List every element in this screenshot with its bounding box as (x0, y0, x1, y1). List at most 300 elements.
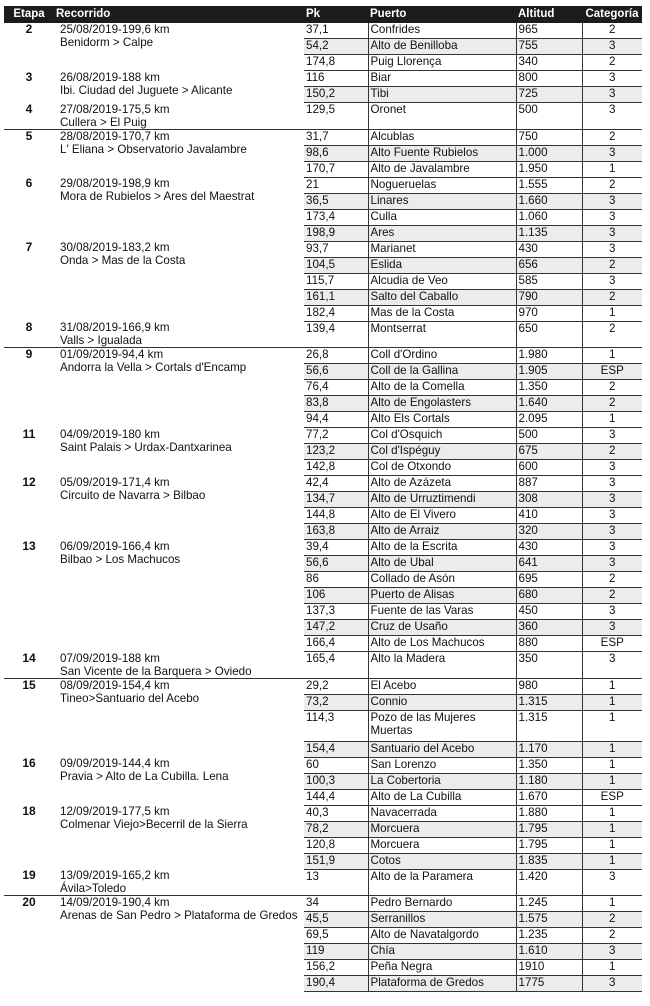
climb-category: ESP (582, 364, 642, 380)
climb-name: Alto de Los Machucos (368, 636, 516, 652)
climb-altitude: 675 (516, 444, 582, 460)
climb-name: Alto de Engolasters (368, 396, 516, 412)
climb-name: Plataforma de Gredos (368, 976, 516, 992)
climb-name: Fuente de las Varas (368, 604, 516, 620)
climb-category: 3 (582, 87, 642, 103)
table-row (4, 896, 642, 912)
climb-pk: 190,4 (304, 976, 368, 992)
stage-number: 12 (22, 475, 36, 489)
climb-name: Serranillos (368, 912, 516, 928)
table-row (4, 177, 642, 193)
climb-category: 3 (582, 145, 642, 161)
climb-name: Alcudia de Veo (368, 273, 516, 289)
climb-pk: 45,5 (304, 912, 368, 928)
climb-category: 1 (582, 853, 642, 869)
climb-name: Coll d'Ordino (368, 348, 516, 364)
climb-pk: 114,3 (304, 710, 368, 741)
climb-altitude: 500 (516, 428, 582, 444)
climb-pk: 142,8 (304, 460, 368, 476)
header-altitud: Altitud (516, 6, 582, 23)
stage-number: 16 (22, 757, 36, 770)
climb-category: 2 (582, 23, 642, 39)
climb-category: 3 (582, 476, 642, 492)
stage-date-distance: 09/09/2019-144,4 km (60, 757, 170, 770)
climb-category: 2 (582, 396, 642, 412)
climb-altitude: 410 (516, 508, 582, 524)
climb-category: 2 (582, 257, 642, 273)
climb-pk: 37,1 (304, 23, 368, 39)
stage-start-finish: Tineo>Santuario del Acebo (60, 691, 200, 705)
climb-pk: 119 (304, 944, 368, 960)
climb-category: 1 (582, 305, 642, 321)
climb-altitude: 450 (516, 604, 582, 620)
stage-start-finish: Andorra la Vella > Cortals d'Encamp (60, 361, 247, 374)
climb-category: 3 (582, 209, 642, 225)
climb-category: 2 (582, 321, 642, 348)
climb-category: 1 (582, 896, 642, 912)
climb-pk: 78,2 (304, 821, 368, 837)
climb-pk: 156,2 (304, 960, 368, 976)
stage-date-distance: 28/08/2019-170,7 km (60, 129, 170, 143)
stage-number: 11 (22, 427, 36, 441)
climb-altitude: 585 (516, 273, 582, 289)
climb-pk: 182,4 (304, 305, 368, 321)
table-row (4, 805, 642, 821)
table-row (4, 678, 642, 694)
climb-name: Col d'Ispéguy (368, 444, 516, 460)
climb-name: Chía (368, 944, 516, 960)
climb-altitude: 430 (516, 241, 582, 257)
climb-pk: 120,8 (304, 837, 368, 853)
climb-altitude: 430 (516, 540, 582, 556)
climb-altitude: 2.095 (516, 412, 582, 428)
climb-name: Alto de Benilloba (368, 39, 516, 55)
climb-category: ESP (582, 789, 642, 805)
climb-category: 3 (582, 508, 642, 524)
table-row (4, 103, 642, 130)
climb-name: Alto Fuente Rubielos (368, 145, 516, 161)
climb-category: 3 (582, 428, 642, 444)
climb-altitude: 1.350 (516, 380, 582, 396)
climb-name: Connio (368, 694, 516, 710)
stage-date-distance: 12/09/2019-177,5 km (60, 805, 170, 818)
table-row (4, 428, 642, 444)
climb-pk: 34 (304, 896, 368, 912)
stage-start-finish: Pravia > Alto de La Cubilla. Lena (60, 770, 229, 783)
climb-altitude: 1.170 (516, 741, 582, 757)
climb-pk: 94,4 (304, 412, 368, 428)
climb-pk: 106 (304, 588, 368, 604)
climb-name: Pedro Bernardo (368, 896, 516, 912)
header-puerto: Puerto (368, 6, 516, 23)
table-row (4, 652, 642, 679)
stage-start-finish: Mora de Rubielos > Ares del Maestrat (60, 190, 255, 203)
stage-route (54, 129, 304, 177)
stage-route (54, 540, 304, 652)
stage-number: 6 (25, 177, 33, 190)
climb-category: 1 (582, 960, 642, 976)
stage-start-finish: Saint Palais > Urdax-Dantxarinea (60, 440, 232, 454)
climb-category: 1 (582, 678, 642, 694)
climb-category: 2 (582, 380, 642, 396)
climb-category: 2 (582, 588, 642, 604)
climb-category: 2 (582, 129, 642, 145)
climb-pk: 163,8 (304, 524, 368, 540)
climb-altitude: 1.795 (516, 821, 582, 837)
stage-date-distance: 05/09/2019-171,4 km (60, 475, 170, 489)
climb-pk: 77,2 (304, 428, 368, 444)
header-categoria: Categoría (582, 6, 642, 23)
stage-number: 2 (25, 23, 33, 36)
climb-altitude: 887 (516, 476, 582, 492)
climb-pk: 40,3 (304, 805, 368, 821)
climb-altitude: 695 (516, 572, 582, 588)
table-row (4, 23, 642, 39)
climb-altitude: 1.640 (516, 396, 582, 412)
climb-pk: 115,7 (304, 273, 368, 289)
climb-pk: 86 (304, 572, 368, 588)
climb-pk: 31,7 (304, 129, 368, 145)
table-row (4, 129, 642, 145)
climb-name: Santuario del Acebo (368, 741, 516, 757)
climb-name: Cotos (368, 853, 516, 869)
climb-altitude: 680 (516, 588, 582, 604)
stage-route (54, 428, 304, 476)
climb-name: Alto de la Escrita (368, 540, 516, 556)
stage-route (54, 805, 304, 869)
climb-category: 3 (582, 492, 642, 508)
climb-altitude: 1.575 (516, 912, 582, 928)
stage-start-finish: Ibi. Ciudad del Juguete > Alicante (60, 83, 233, 97)
header-pk: Pk (304, 6, 368, 23)
stage-route (54, 869, 304, 896)
climb-category: 2 (582, 177, 642, 193)
climb-category: 1 (582, 741, 642, 757)
climb-category: 3 (582, 652, 642, 679)
climb-pk: 161,1 (304, 289, 368, 305)
stage-date-distance: 29/08/2019-198,9 km (60, 177, 170, 190)
climb-pk: 150,2 (304, 87, 368, 103)
climb-category: 1 (582, 837, 642, 853)
climb-name: Morcuera (368, 821, 516, 837)
mountain-passes-table-container (4, 6, 642, 992)
climb-category: 3 (582, 976, 642, 992)
climb-altitude: 500 (516, 103, 582, 130)
stage-route (54, 321, 304, 348)
climb-pk: 139,4 (304, 321, 368, 348)
climb-category: 2 (582, 572, 642, 588)
climb-name: Marianet (368, 241, 516, 257)
climb-name: Morcuera (368, 837, 516, 853)
table-row (4, 71, 642, 87)
climb-name: Alto de Azázeta (368, 476, 516, 492)
climb-pk: 154,4 (304, 741, 368, 757)
climb-pk: 69,5 (304, 928, 368, 944)
stage-route (54, 71, 304, 103)
climb-category: 3 (582, 193, 642, 209)
stage-route (54, 757, 304, 805)
climb-altitude: 1.795 (516, 837, 582, 853)
climb-name: Coll de la Gallina (368, 364, 516, 380)
climb-pk: 173,4 (304, 209, 368, 225)
climb-category: 1 (582, 348, 642, 364)
stage-route (54, 103, 304, 130)
table-header-row (4, 6, 642, 23)
climb-name: Alto de Navatalgordo (368, 928, 516, 944)
stage-number: 7 (25, 241, 33, 254)
climb-altitude: 1910 (516, 960, 582, 976)
table-row (4, 757, 642, 773)
climb-name: Alto la Madera (368, 652, 516, 679)
climb-category: 3 (582, 460, 642, 476)
table-row (4, 241, 642, 257)
climb-name: Nogueruelas (368, 177, 516, 193)
climb-pk: 42,4 (304, 476, 368, 492)
stage-route (54, 348, 304, 428)
climb-pk: 100,3 (304, 773, 368, 789)
climb-altitude: 1.180 (516, 773, 582, 789)
climb-category: 3 (582, 71, 642, 87)
climb-pk: 144,8 (304, 508, 368, 524)
climb-pk: 56,6 (304, 556, 368, 572)
climb-altitude: 1.835 (516, 853, 582, 869)
climb-name: Col d'Osquich (368, 428, 516, 444)
climb-altitude: 1.880 (516, 805, 582, 821)
climb-altitude: 1.555 (516, 177, 582, 193)
climb-name: Montserrat (368, 321, 516, 348)
stage-date-distance: 04/09/2019-180 km (60, 427, 160, 441)
climb-category: 1 (582, 161, 642, 177)
climb-name: Alto de Arraiz (368, 524, 516, 540)
table-row (4, 869, 642, 896)
climb-category: 2 (582, 444, 642, 460)
climb-category: 3 (582, 944, 642, 960)
stage-date-distance: 26/08/2019-188 km (60, 70, 160, 84)
climb-pk: 174,8 (304, 55, 368, 71)
climb-altitude: 880 (516, 636, 582, 652)
stage-number: 8 (4, 321, 54, 348)
stage-start-finish: Colmenar Viejo>Becerril de la Sierra (60, 818, 248, 831)
climb-altitude: 1.980 (516, 348, 582, 364)
climb-name: Alto de Javalambre (368, 161, 516, 177)
climb-pk: 76,4 (304, 380, 368, 396)
climb-name: Salto del Caballo (368, 289, 516, 305)
climb-name: Alto de El Vivero (368, 508, 516, 524)
climb-pk: 60 (304, 757, 368, 773)
stage-route (54, 177, 304, 241)
climb-altitude: 1.660 (516, 193, 582, 209)
climb-pk: 144,4 (304, 789, 368, 805)
stage-number: 13 (22, 539, 36, 553)
climb-category: 1 (582, 773, 642, 789)
climb-name: Cruz de Usaño (368, 620, 516, 636)
climb-pk: 137,3 (304, 604, 368, 620)
stage-start-finish: Circuito de Navarra > Bilbao (60, 488, 206, 502)
climb-altitude: 320 (516, 524, 582, 540)
stage-number: 3 (25, 70, 33, 84)
climb-pk: 134,7 (304, 492, 368, 508)
climb-name: Puig Llorença (368, 55, 516, 71)
climb-name: Biar (368, 71, 516, 87)
stage-date-distance: 25/08/2019-199,6 km (60, 23, 170, 36)
climb-pk: 116 (304, 71, 368, 87)
climb-name: San Lorenzo (368, 757, 516, 773)
climb-altitude: 1.060 (516, 209, 582, 225)
climb-category: 3 (582, 273, 642, 289)
climb-altitude: 1.670 (516, 789, 582, 805)
climb-category: 2 (582, 55, 642, 71)
climb-category: 1 (582, 805, 642, 821)
climb-pk: 26,8 (304, 348, 368, 364)
climb-name: Alto de Ubal (368, 556, 516, 572)
climb-pk: 56,6 (304, 364, 368, 380)
climb-pk: 123,2 (304, 444, 368, 460)
climb-altitude: 1.420 (516, 869, 582, 896)
climb-category: 3 (582, 556, 642, 572)
climb-altitude: 308 (516, 492, 582, 508)
climb-category: 1 (582, 757, 642, 773)
climb-name: Culla (368, 209, 516, 225)
climb-altitude: 1.245 (516, 896, 582, 912)
stage-route (54, 678, 304, 757)
climb-category: 3 (582, 524, 642, 540)
climb-pk: 147,2 (304, 620, 368, 636)
climb-pk: 29,2 (304, 678, 368, 694)
table-row (4, 348, 642, 364)
climb-category: 3 (582, 869, 642, 896)
climb-category: 1 (582, 710, 642, 741)
climb-pk: 98,6 (304, 145, 368, 161)
table-body (4, 23, 642, 992)
climb-pk: 198,9 (304, 225, 368, 241)
climb-name: Tibi (368, 87, 516, 103)
mountain-passes-table (4, 6, 642, 992)
climb-name: Pozo de las Mujeres Muertas (368, 710, 516, 741)
climb-altitude: 755 (516, 39, 582, 55)
climb-pk: 151,9 (304, 853, 368, 869)
stage-start-finish: Cullera > El Puig (60, 115, 147, 129)
climb-altitude: 1.135 (516, 225, 582, 241)
climb-name: Navacerrada (368, 805, 516, 821)
climb-category: 1 (582, 821, 642, 837)
stage-route (54, 476, 304, 540)
stage-date-distance: 01/09/2019-94,4 km (60, 348, 164, 361)
climb-altitude: 970 (516, 305, 582, 321)
climb-pk: 83,8 (304, 396, 368, 412)
climb-pk: 36,5 (304, 193, 368, 209)
climb-altitude: 641 (516, 556, 582, 572)
climb-name: Col de Otxondo (368, 460, 516, 476)
climb-category: 1 (582, 694, 642, 710)
climb-altitude: 965 (516, 23, 582, 39)
stage-date-distance: 30/08/2019-183,2 km (60, 241, 170, 254)
stage-number: 9 (25, 347, 33, 361)
climb-name: Mas de la Costa (368, 305, 516, 321)
climb-category: 3 (582, 103, 642, 130)
climb-category: ESP (582, 636, 642, 652)
climb-pk: 129,5 (304, 103, 368, 130)
stage-route (54, 896, 304, 992)
climb-pk: 13 (304, 869, 368, 896)
climb-category: 3 (582, 620, 642, 636)
climb-altitude: 340 (516, 55, 582, 71)
climb-name: Eslida (368, 257, 516, 273)
stage-number: 19 (4, 869, 54, 896)
climb-category: 2 (582, 289, 642, 305)
stage-number: 20 (22, 895, 36, 909)
stage-route (54, 652, 304, 679)
climb-altitude: 1.315 (516, 710, 582, 741)
table-row (4, 476, 642, 492)
stage-start-finish: Bilbao > Los Machucos (60, 552, 181, 566)
climb-category: 2 (582, 912, 642, 928)
stage-start-finish: Benidorm > Calpe (60, 36, 154, 49)
climb-altitude: 800 (516, 71, 582, 87)
climb-altitude: 725 (516, 87, 582, 103)
stage-start-finish: Ávila>Toledo (60, 882, 127, 895)
header-recorrido: Recorrido (54, 6, 304, 23)
climb-pk: 73,2 (304, 694, 368, 710)
climb-altitude: 980 (516, 678, 582, 694)
stage-start-finish: Onda > Mas de la Costa (60, 254, 186, 267)
stage-number: 4 (4, 103, 54, 130)
climb-pk: 54,2 (304, 39, 368, 55)
climb-name: Peña Negra (368, 960, 516, 976)
climb-name: Linares (368, 193, 516, 209)
climb-category: 1 (582, 412, 642, 428)
climb-altitude: 1.000 (516, 145, 582, 161)
stage-route (54, 241, 304, 321)
climb-pk: 21 (304, 177, 368, 193)
climb-name: Alto Els Cortals (368, 412, 516, 428)
climb-altitude: 650 (516, 321, 582, 348)
climb-pk: 165,4 (304, 652, 368, 679)
climb-name: Confrides (368, 23, 516, 39)
stage-date-distance: 27/08/2019-175,5 km (60, 102, 170, 116)
stage-date-distance: 07/09/2019-188 km (60, 651, 160, 665)
stage-date-distance: 08/09/2019-154,4 km (60, 678, 170, 692)
table-row (4, 321, 642, 348)
climb-altitude: 1.610 (516, 944, 582, 960)
climb-pk: 93,7 (304, 241, 368, 257)
climb-altitude: 1.905 (516, 364, 582, 380)
climb-altitude: 790 (516, 289, 582, 305)
climb-category: 3 (582, 39, 642, 55)
climb-pk: 170,7 (304, 161, 368, 177)
stage-number: 14 (4, 652, 54, 679)
climb-name: La Cobertoria (368, 773, 516, 789)
stage-date-distance: 14/09/2019-190,4 km (60, 896, 170, 909)
climb-name: Collado de Asón (368, 572, 516, 588)
climb-name: El Acebo (368, 678, 516, 694)
climb-altitude: 360 (516, 620, 582, 636)
stage-date-distance: 31/08/2019-166,9 km (60, 321, 170, 334)
header-etapa: Etapa (4, 6, 54, 23)
stage-date-distance: 06/09/2019-166,4 km (60, 539, 170, 553)
climb-name: Oronet (368, 103, 516, 130)
table-row (4, 540, 642, 556)
climb-pk: 39,4 (304, 540, 368, 556)
climb-pk: 104,5 (304, 257, 368, 273)
climb-category: 3 (582, 540, 642, 556)
climb-name: Alcublas (368, 129, 516, 145)
stage-start-finish: L' Eliana > Observatorio Javalambre (60, 142, 247, 156)
stage-start-finish: Valls > Igualada (60, 334, 142, 347)
climb-altitude: 1.235 (516, 928, 582, 944)
climb-name: Puerto de Alisas (368, 588, 516, 604)
stage-number: 18 (22, 805, 36, 818)
climb-category: 3 (582, 241, 642, 257)
